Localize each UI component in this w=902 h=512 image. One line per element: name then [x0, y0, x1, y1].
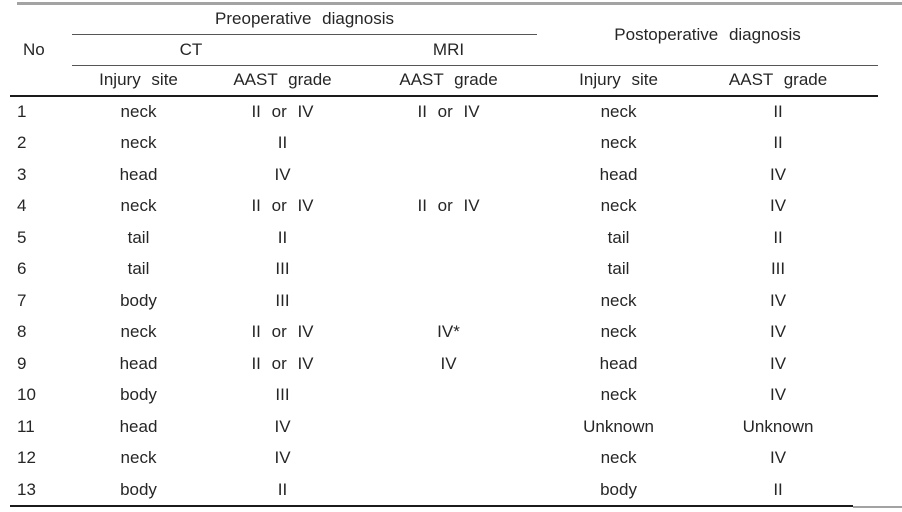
- table-cell: neck: [600, 133, 637, 153]
- table-cell: IV: [274, 448, 291, 468]
- table-cell: tail: [607, 227, 630, 247]
- table-cell: II: [773, 227, 783, 247]
- table-cell: IV: [770, 322, 787, 342]
- table-row: [10, 96, 878, 128]
- table-cell: IV*: [437, 322, 460, 342]
- table-cell: IV: [770, 353, 787, 373]
- table-cell: neck: [120, 133, 157, 153]
- table-cell: tail: [607, 259, 630, 279]
- table-cell: 9: [17, 353, 27, 373]
- table-cell: IV: [770, 448, 787, 468]
- table-cell: [360, 380, 537, 412]
- table-cell: neck: [600, 322, 637, 342]
- table-cell: II: [773, 133, 783, 153]
- diagnosis-table: [10, 5, 878, 506]
- column-header-mri-aast-grade: AAST grade: [360, 65, 537, 96]
- table-cell: 4: [17, 196, 27, 216]
- table-cell: head: [119, 164, 158, 184]
- table-row: [10, 285, 878, 317]
- table-cell: neck: [120, 322, 157, 342]
- table-cell: neck: [600, 102, 637, 122]
- header-row-1: [10, 5, 878, 34]
- column-header-post-aast-grade: AAST grade: [700, 65, 878, 96]
- column-group-postoperative: Postoperative diagnosis: [537, 5, 878, 65]
- table-cell: 3: [17, 164, 27, 184]
- table-cell: 5: [17, 227, 27, 247]
- table-cell: II: [277, 133, 288, 153]
- table-cell: IV: [770, 385, 787, 405]
- table-cell: II or IV: [251, 322, 314, 342]
- table-row: [10, 411, 878, 443]
- table-cell: neck: [120, 102, 157, 122]
- table-cell: tail: [127, 259, 150, 279]
- table-cell: II or IV: [251, 353, 314, 373]
- table-cell: [360, 411, 537, 443]
- column-header-no: No: [10, 5, 72, 96]
- table-cell: II: [277, 227, 288, 247]
- table-cell: [360, 443, 537, 475]
- column-group-preoperative: Preoperative diagnosis: [72, 5, 537, 34]
- table-cell: 2: [17, 133, 27, 153]
- table-cell: body: [600, 479, 637, 499]
- table-cell: Unknown: [583, 416, 654, 436]
- table-cell: IV: [770, 196, 787, 216]
- column-header-post-injury-site: Injury site: [537, 65, 700, 96]
- table-row: [10, 254, 878, 286]
- table-row: [10, 443, 878, 475]
- table-row: [10, 191, 878, 223]
- table-row: [10, 222, 878, 254]
- table-cell: IV: [770, 164, 787, 184]
- table-cell: neck: [600, 196, 637, 216]
- table-cell: body: [120, 385, 157, 405]
- table-cell: III: [770, 259, 786, 279]
- column-header-ct-aast-grade: AAST grade: [205, 65, 360, 96]
- header-row-3: [10, 65, 878, 96]
- table-cell: head: [599, 164, 638, 184]
- table-cell: neck: [600, 385, 637, 405]
- table-cell: 8: [17, 322, 27, 342]
- table-cell: III: [275, 259, 290, 279]
- table-cell: 7: [17, 290, 27, 310]
- table-cell: II or IV: [417, 196, 480, 216]
- table-cell: II: [773, 479, 783, 499]
- table-cell: 11: [17, 416, 35, 436]
- table-cell: II: [773, 102, 783, 122]
- table-cell: IV: [274, 416, 291, 436]
- table-cell: [360, 254, 537, 286]
- table-cell: body: [120, 479, 157, 499]
- table-cell: [360, 285, 537, 317]
- table-cell: [360, 222, 537, 254]
- table-cell: tail: [127, 227, 150, 247]
- table-cell: III: [275, 385, 290, 405]
- bottom-scan-rule: [853, 506, 902, 508]
- table-cell: Unknown: [742, 416, 814, 436]
- table-cell: neck: [600, 448, 637, 468]
- column-group-mri: MRI: [360, 34, 537, 65]
- table-cell: 12: [17, 448, 36, 468]
- table-row: [10, 317, 878, 349]
- table-cell: [360, 159, 537, 191]
- table-cell: head: [119, 416, 158, 436]
- table-body: [10, 96, 878, 506]
- table-cell: II or IV: [251, 102, 314, 122]
- column-group-ct: CT: [72, 34, 360, 65]
- table-row: [10, 474, 878, 506]
- table-cell: neck: [120, 448, 157, 468]
- table-cell: IV: [770, 290, 787, 310]
- table-cell: 1: [17, 102, 27, 122]
- table-cell: II or IV: [251, 196, 314, 216]
- table-row: [10, 348, 878, 380]
- table-cell: IV: [440, 353, 457, 373]
- column-header-ct-injury-site: Injury site: [72, 65, 205, 96]
- table-cell: neck: [600, 290, 637, 310]
- table-row: [10, 159, 878, 191]
- table-cell: body: [120, 290, 157, 310]
- table-header: [10, 5, 878, 96]
- table-cell: II: [277, 479, 288, 499]
- table-cell: III: [275, 290, 290, 310]
- table-cell: 10: [17, 385, 36, 405]
- table-cell: II or IV: [417, 102, 480, 122]
- table-cell: head: [119, 353, 158, 373]
- table-cell: [360, 128, 537, 160]
- table-cell: IV: [274, 164, 291, 184]
- table-row: [10, 128, 878, 160]
- table-cell: [360, 474, 537, 506]
- bottom-rule: [10, 505, 853, 507]
- table-cell: 6: [17, 259, 27, 279]
- table-cell: 13: [17, 479, 36, 499]
- table-cell: head: [599, 353, 638, 373]
- table-row: [10, 380, 878, 412]
- table-cell: neck: [120, 196, 157, 216]
